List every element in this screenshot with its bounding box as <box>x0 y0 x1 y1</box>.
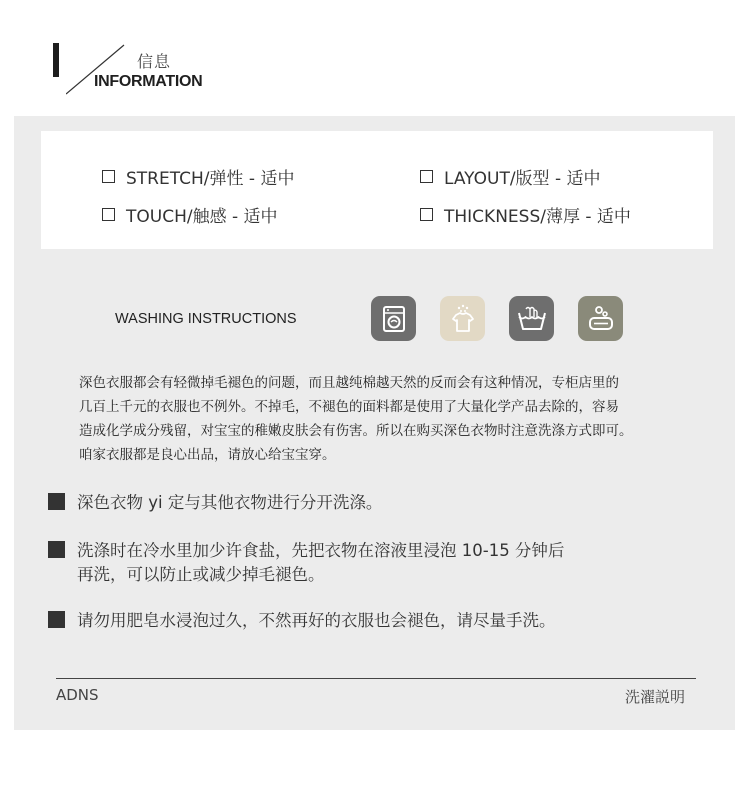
bullet-square-icon <box>48 493 65 510</box>
checkbox-icon <box>102 208 115 221</box>
washing-machine-icon <box>371 296 416 341</box>
bullet-text: 深色衣物 yi 定与其他衣物进行分开洗涤。 <box>77 493 383 512</box>
footer-divider <box>56 678 696 679</box>
property-label: TOUCH/触感 - 适中 <box>126 207 278 227</box>
description-paragraph <box>79 371 699 467</box>
bullet-text: 再洗，可以防止或减少掉毛褪色。 <box>77 565 325 584</box>
property-thickness <box>420 202 631 227</box>
header-title-en: INFORMATION <box>94 73 203 90</box>
bullet-square-icon <box>48 611 65 628</box>
steam-shirt-icon <box>440 296 485 341</box>
checkbox-icon <box>420 208 433 221</box>
properties-card <box>41 131 713 249</box>
property-layout <box>420 164 601 189</box>
footer-caption: 洗濯説明 <box>625 688 686 706</box>
header-bar <box>53 43 59 77</box>
description-line: 几百上千元的衣服也不例外。不掉毛，不褪色的面料都是使用了大量化学产品去除的，容易 <box>79 399 619 415</box>
description-line: 深色衣服都会有轻微掉毛褪色的问题，而且越纯棉越天然的反而会有这种情况，专柜店里的 <box>79 375 619 391</box>
property-label: STRETCH/弹性 - 适中 <box>126 169 295 189</box>
property-stretch <box>102 164 294 189</box>
description-line: 造成化学成分残留，对宝宝的稚嫩皮肤会有伤害。所以在购买深色衣物时注意洗涤方式即可。 <box>79 423 633 439</box>
bullet-item <box>48 539 564 587</box>
header-title-cn: 信息 <box>137 52 172 71</box>
property-label: LAYOUT/版型 - 适中 <box>444 169 601 189</box>
property-touch <box>102 202 278 227</box>
description-line: 咱家衣服都是良心出品，请放心给宝宝穿。 <box>79 447 336 463</box>
checkbox-icon <box>420 170 433 183</box>
washing-title: WASHING INSTRUCTIONS <box>115 311 297 327</box>
checkbox-icon <box>102 170 115 183</box>
bullet-item <box>48 609 556 633</box>
bullet-item <box>48 491 382 515</box>
footer-brand: ADNS <box>56 686 99 704</box>
hand-wash-icon <box>509 296 554 341</box>
soap-icon <box>578 296 623 341</box>
bullet-square-icon <box>48 541 65 558</box>
bullet-text: 洗涤时在冷水里加少许食盐，先把衣物在溶液里浸泡 10-15 分钟后 <box>77 541 565 560</box>
property-label: THICKNESS/薄厚 - 适中 <box>444 207 631 227</box>
bullet-text: 请勿用肥皂水浸泡过久，不然再好的衣服也会褪色，请尽量手洗。 <box>77 611 556 630</box>
